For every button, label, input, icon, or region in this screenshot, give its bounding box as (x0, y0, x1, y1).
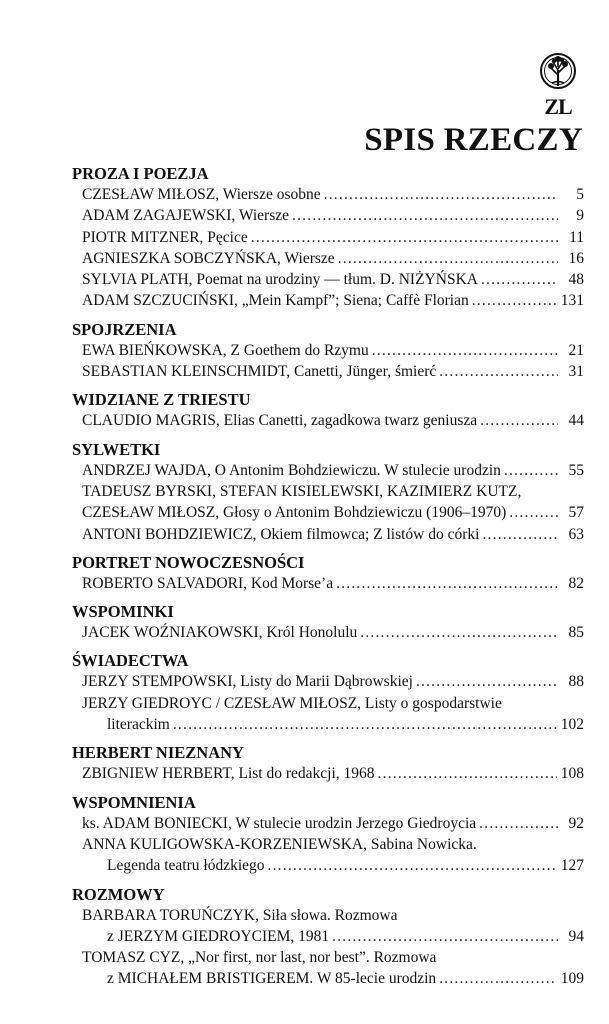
toc-section (72, 163, 584, 312)
toc-section (72, 439, 584, 545)
section-title: WSPOMNIENIA (72, 792, 196, 812)
dot-leader (416, 671, 558, 692)
toc-section (72, 650, 584, 735)
entry-line (72, 227, 584, 248)
toc-entry (72, 947, 584, 990)
entry-line (72, 410, 584, 431)
entry-text: z JERZYM GIEDROYCIEM, 1981 (107, 927, 330, 945)
entry-line (72, 524, 584, 545)
section-title: ROZMOWY (72, 884, 165, 904)
entry-line (72, 290, 584, 311)
entry-text: SEBASTIAN KLEINSCHMIDT, Canetti, Jünger, śmierć (82, 363, 437, 381)
page-number: 11 (569, 228, 584, 246)
toc-entry (72, 410, 584, 431)
entry-line (72, 248, 584, 269)
toc-section (72, 742, 584, 784)
entry-line (72, 763, 584, 784)
entry-text: Legenda teatru łódzkiego (107, 857, 265, 875)
entry-line (72, 573, 584, 594)
dot-leader (268, 855, 557, 876)
dot-leader (173, 714, 557, 735)
toc-entry (72, 205, 584, 226)
toc-entry (72, 460, 584, 481)
entry-text: ANNA KULIGOWSKA-KORZENIEWSKA, Sabina Nowicka. (82, 835, 477, 853)
toc-section (72, 389, 584, 431)
page-number: 9 (576, 207, 584, 225)
page-number: 92 (568, 814, 584, 832)
toc-entry (72, 671, 584, 692)
table-of-contents (72, 163, 584, 990)
entry-text: ROBERTO SALVADORI, Kod Morse’a (82, 574, 334, 592)
entry-text: CZESŁAW MIŁOSZ, Głosy o Antonim Bohdziewiczu (1906–1970) (82, 504, 507, 522)
toc-entry (72, 248, 584, 269)
dot-leader (292, 205, 558, 226)
toc-entry (72, 290, 584, 311)
toc-entry (72, 834, 584, 877)
page-number: 5 (576, 186, 584, 203)
entry-text: TOMASZ CYZ, „Nor first, nor last, nor best”. Rozmowa (82, 949, 437, 967)
entry-text: SYLVIA PLATH, Poemat na urodziny — tłum. D. NIŻYŃSKA (82, 271, 478, 289)
entry-text: JACEK WOŹNIAKOWSKI, Król Honolulu (82, 624, 358, 642)
entry-line (72, 968, 584, 989)
dot-leader (332, 926, 558, 947)
entry-line (72, 460, 584, 481)
entry-text: JERZY GIEDROYC / CZESŁAW MIŁOSZ, Listy o gospodarstwie (82, 694, 502, 712)
dot-leader (504, 460, 558, 481)
section-title: PORTRET NOWOCZESNOŚCI (72, 552, 305, 572)
page-number: 109 (560, 970, 584, 988)
entry-text: AGNIESZKA SOBCZYŃSKA, Wiersze (82, 249, 335, 267)
entry-line (72, 502, 584, 523)
entry-text: ANDRZEJ WAJDA, O Antonim Bohdziewiczu. W stulecie urodzin (82, 461, 501, 479)
dot-leader (481, 269, 558, 290)
section-title: HERBERT NIEZNANY (72, 743, 244, 763)
toc-entry (72, 763, 584, 784)
dot-leader (378, 763, 557, 784)
toc-section (72, 601, 584, 643)
page-number: 127 (560, 857, 584, 875)
page-number: 131 (560, 292, 584, 310)
toc-entry (72, 184, 584, 205)
entry-line (72, 269, 584, 290)
entry-line (72, 340, 584, 361)
entry-line (72, 622, 584, 643)
toc-section (72, 319, 584, 383)
entry-line (72, 361, 584, 382)
page-number: 16 (568, 249, 584, 267)
dot-leader (360, 622, 558, 643)
page-number: 48 (568, 271, 584, 289)
page-number: 108 (560, 765, 584, 783)
toc-entry (72, 813, 584, 834)
section-title: SYLWETKI (72, 439, 161, 459)
page-title: SPIS RZECZY (364, 122, 583, 158)
toc-entry (72, 693, 584, 736)
page-number: 63 (568, 525, 584, 543)
entry-text: CZESŁAW MIŁOSZ, Wiersze osobne (82, 186, 321, 203)
toc-section (72, 884, 584, 990)
entry-text: PIOTR MITZNER, Pęcice (82, 228, 248, 246)
entry-line (72, 205, 584, 226)
entry-text: TADEUSZ BYRSKI, STEFAN KISIELEWSKI, KAZIMIERZ KUTZ, (82, 482, 522, 500)
entry-line (72, 714, 584, 735)
toc-entry (72, 227, 584, 248)
dot-leader (372, 340, 558, 361)
entry-text: ADAM SZCZUCIŃSKI, „Mein Kampf”; Siena; Caffè Florian (82, 292, 469, 310)
toc-entry (72, 905, 584, 948)
logo-text: ZL (544, 94, 572, 119)
entry-text: ANTONI BOHDZIEWICZ, Okiem filmowca; Z listów do córki (82, 525, 480, 543)
section-title: WSPOMINKI (72, 602, 174, 622)
toc-section (72, 792, 584, 877)
dot-leader (480, 410, 558, 431)
page-number: 44 (568, 412, 584, 430)
entry-text: ks. ADAM BONIECKI, W stulecie urodzin Jerzego Giedroycia (82, 814, 477, 832)
dot-leader (338, 248, 558, 269)
dot-leader (324, 184, 558, 205)
section-title: PROZA I POEZJA (72, 164, 209, 183)
page-number: 82 (568, 574, 584, 592)
section-title: WIDZIANE Z TRIESTU (72, 390, 251, 410)
dot-leader (482, 524, 558, 545)
publisher-logo (530, 50, 586, 124)
toc-section (72, 552, 584, 594)
page-number: 57 (568, 504, 584, 522)
entry-text: ZBIGNIEW HERBERT, List do redakcji, 1968 (82, 765, 375, 783)
dot-leader (336, 573, 558, 594)
page-number: 102 (560, 716, 584, 734)
entry-text: BARBARA TORUŃCZYK, Siła słowa. Rozmowa (82, 906, 398, 924)
dot-leader (479, 813, 558, 834)
page-number: 55 (568, 461, 584, 479)
dot-leader (439, 968, 557, 989)
page-number: 21 (568, 341, 584, 359)
entry-text: EWA BIEŃKOWSKA, Z Goethem do Rzymu (82, 341, 369, 359)
toc-entry (72, 622, 584, 643)
entry-text: JERZY STEMPOWSKI, Listy do Marii Dąbrowskiej (82, 673, 413, 691)
entry-line (72, 184, 584, 205)
section-title: ŚWIADECTWA (72, 651, 189, 671)
entry-line (72, 855, 584, 876)
toc-entry (72, 361, 584, 382)
entry-line (72, 926, 584, 947)
entry-text: ADAM ZAGAJEWSKI, Wiersze (82, 207, 290, 225)
entry-text: z MICHAŁEM BRISTIGEREM. W 85-lecie urodzin (107, 970, 437, 988)
dot-leader (509, 502, 558, 523)
toc-entry (72, 481, 584, 524)
dot-leader (251, 227, 558, 248)
page-number: 31 (568, 363, 584, 381)
entry-line (72, 813, 584, 834)
section-title: SPOJRZENIA (72, 319, 177, 339)
toc-entry (72, 340, 584, 361)
dot-leader (472, 290, 557, 311)
dot-leader (439, 361, 558, 382)
entry-text: literackim (107, 716, 170, 734)
page-number: 88 (568, 673, 584, 691)
toc-entry (72, 269, 584, 290)
entry-text: CLAUDIO MAGRIS, Elias Canetti, zagadkowa twarz geniusza (82, 412, 478, 430)
entry-line (72, 671, 584, 692)
page-number: 85 (568, 624, 584, 642)
page-number: 94 (568, 927, 584, 945)
toc-entry (72, 524, 584, 545)
toc-entry (72, 573, 584, 594)
